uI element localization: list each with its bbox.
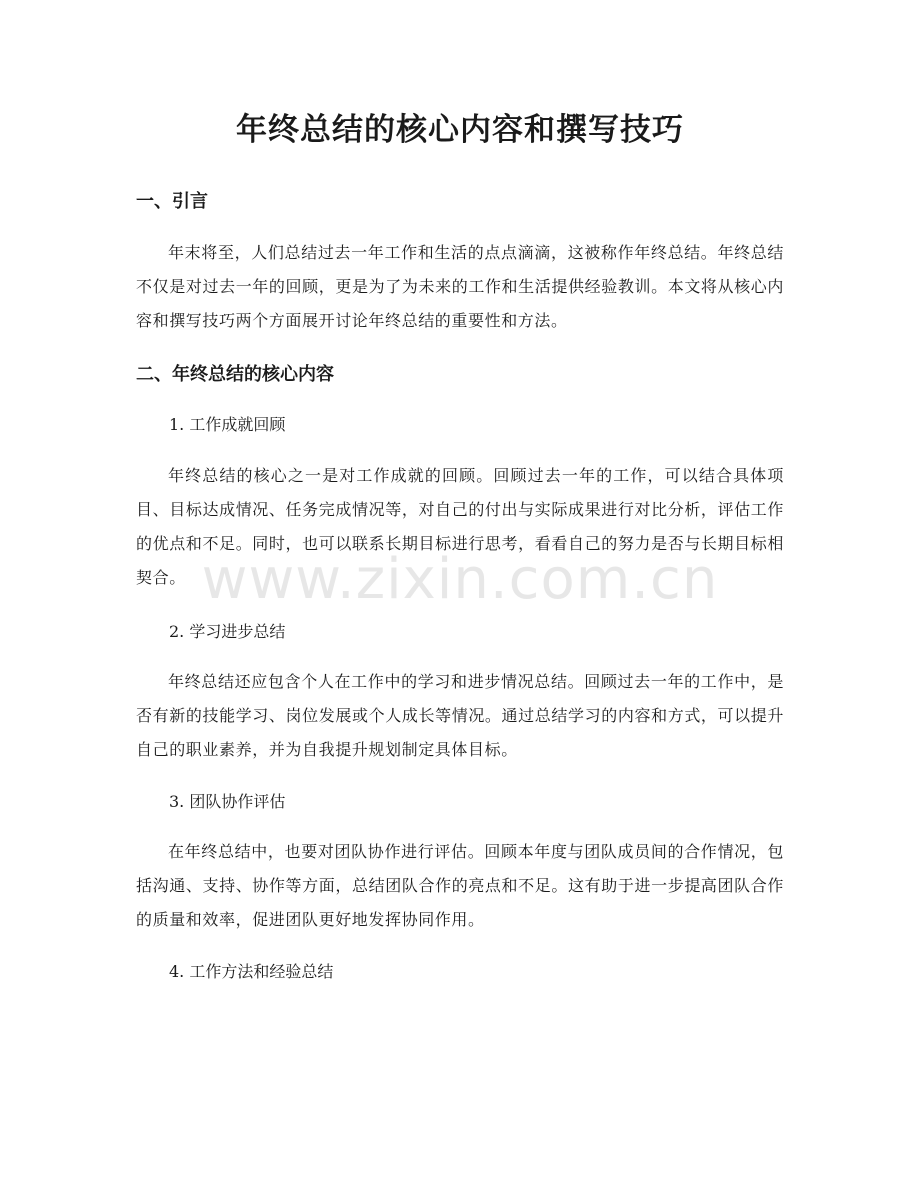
sub-heading-learning-progress: 2. 学习进步总结: [169, 622, 286, 641]
sub-heading-methods-experience: 4. 工作方法和经验总结: [169, 962, 334, 981]
paragraph-team-collaboration: 在年终总结中，也要对团队协作进行评估。回顾本年度与团队成员间的合作情况，包括沟通、支持、协作等方面，总结团队合作的亮点和不足。这有助于进一步提高团队合作的质量和效率，促进团队更好地发挥协同作用。: [136, 842, 784, 929]
section-heading-core-content: 二、年终总结的核心内容: [136, 364, 334, 385]
paragraph-work-achievements: 年终总结的核心之一是对工作成就的回顾。回顾过去一年的工作，可以结合具体项目、目标达成情况、任务完成情况等，对自己的付出与实际成果进行对比分析，评估工作的优点和不足。同时，也可以联系长期目标进行思考，看看自己的努力是否与长期目标相契合。: [136, 466, 784, 587]
sub-heading-team-collaboration: 3. 团队协作评估: [169, 792, 286, 811]
paragraph-learning-progress: 年终总结还应包含个人在工作中的学习和进步情况总结。回顾过去一年的工作中，是否有新的技能学习、岗位发展或个人成长等情况。通过总结学习的内容和方式，可以提升自己的职业素养，并为自我提升规划制定具体目标。: [136, 672, 784, 759]
sub-heading-work-achievements: 1. 工作成就回顾: [169, 415, 286, 434]
section-heading-intro: 一、引言: [136, 191, 208, 212]
paragraph-intro: 年末将至，人们总结过去一年工作和生活的点点滴滴，这被称作年终总结。年终总结不仅是对过去一年的回顾，更是为了为未来的工作和生活提供经验教训。本文将从核心内容和撰写技巧两个方面展开讨论年终总结的重要性和方法。: [136, 243, 784, 330]
watermark: www.zixin.com.cn: [201, 547, 719, 612]
page-title: 年终总结的核心内容和撰写技巧: [236, 112, 684, 148]
